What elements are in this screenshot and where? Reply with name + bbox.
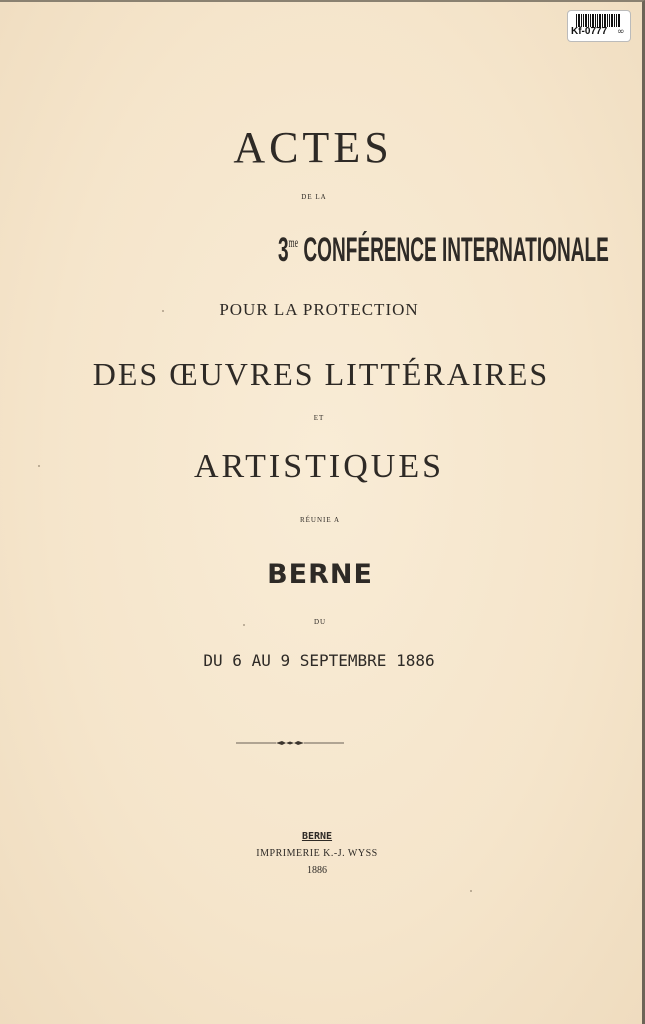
title-oeuvres: DES ŒUVRES LITTÉRAIRES [92, 356, 550, 392]
library-label [567, 10, 631, 42]
title-pour: POUR LA PROTECTION [219, 300, 419, 319]
title-actes: ACTES [233, 123, 393, 172]
imprint-printer: IMPRIMERIE K.-J. WYSS [256, 848, 378, 859]
conference-text: CONFÉRENCE INTERNATIONALE [303, 231, 609, 269]
ornament-divider-icon [236, 738, 344, 748]
paper-speck [243, 624, 245, 626]
title-city: BERNE [267, 559, 373, 590]
imprint-year: 1886 [307, 865, 327, 876]
title-dates: DU 6 AU 9 SEPTEMBRE 1886 [203, 651, 435, 670]
conference-number: 3 [277, 231, 289, 269]
title-reunie: RÉUNIE A [299, 516, 341, 524]
paper-speck [38, 465, 40, 467]
conference-superscript: me [288, 236, 299, 251]
paper-speck [162, 310, 164, 312]
title-de-la: DE LA [301, 193, 327, 201]
imprint-city: BERNE [301, 831, 333, 842]
title-conference [0, 226, 639, 268]
paper-speck [470, 890, 472, 892]
title-du: DU [313, 618, 327, 626]
label-glyph: ∞ [617, 27, 625, 37]
label-code: Kf-0777 [571, 26, 608, 37]
title-artistiques: ARTISTIQUES [193, 448, 445, 485]
title-et: ET [313, 414, 325, 422]
